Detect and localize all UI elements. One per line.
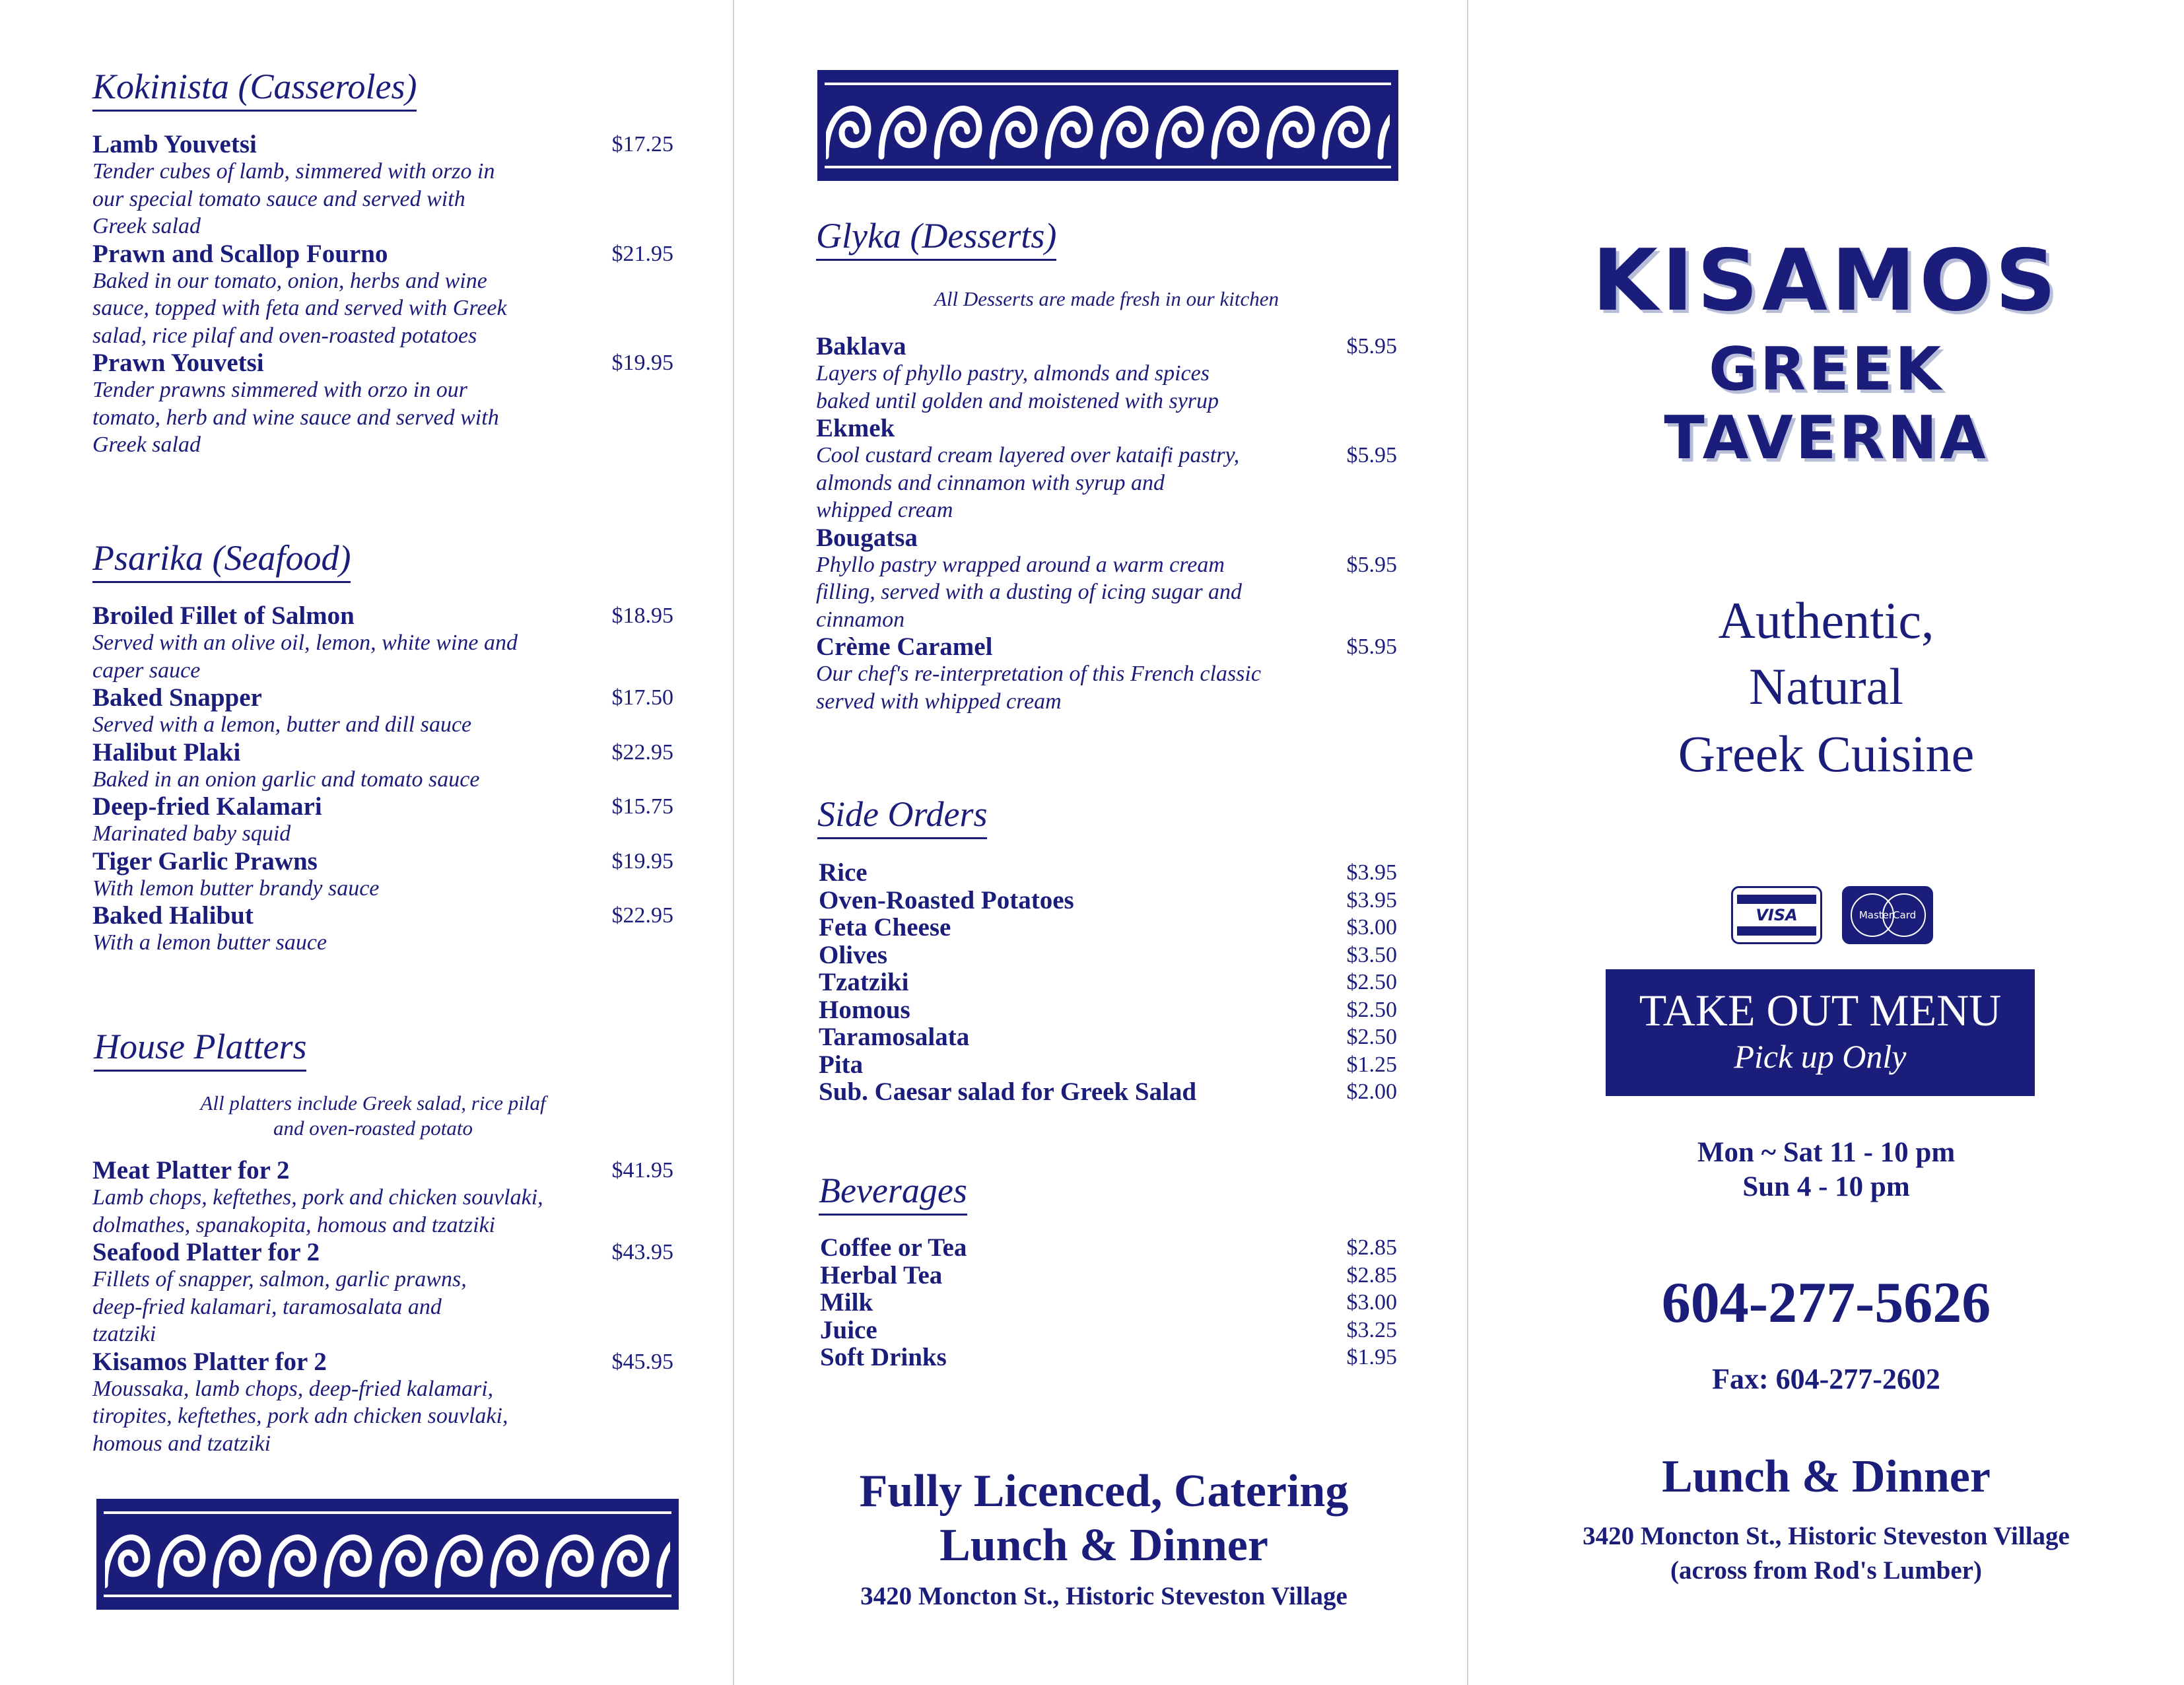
item-name: Bougatsa (816, 523, 918, 552)
item-desc: Greek salad (92, 214, 201, 238)
item-price: $2.50 (1346, 1025, 1397, 1049)
note-line: All platters include Greek salad, rice pilaf (200, 1091, 546, 1115)
section-title-platters: House Platters (94, 1026, 306, 1072)
menu-item (92, 131, 673, 240)
item-name: Kisamos Platter for 2 (92, 1347, 327, 1376)
menu-item (819, 1023, 1397, 1051)
item-price: $3.95 (1346, 860, 1397, 885)
tagline-line: Natural (1749, 658, 1903, 715)
middle-panel (734, 0, 1468, 1685)
item-desc: Layers of phyllo pastry, almonds and spices (816, 361, 1210, 386)
section-title-sides: Side Orders (817, 794, 987, 839)
item-desc: tiropites, keftethes, pork adn chicken souvlaki, (92, 1404, 508, 1428)
section-title-kokinista: Kokinista (Casseroles) (92, 66, 417, 112)
logo-greek: GREEK (1709, 335, 1944, 404)
item-price: $43.95 (611, 1240, 673, 1264)
item-price: $45.95 (611, 1349, 673, 1374)
item-name: Taramosalata (819, 1023, 970, 1051)
item-desc: salad, rice pilaf and oven-roasted potatoes (92, 323, 477, 348)
hours-line: Sun 4 - 10 pm (1742, 1171, 1910, 1202)
menu-item (820, 1289, 1397, 1317)
item-desc: cinnamon (816, 607, 905, 632)
visa-card-icon (1731, 886, 1822, 944)
menu-item (92, 739, 673, 794)
menu-item (819, 1078, 1397, 1106)
note-line: and oven-roasted potato (273, 1117, 473, 1140)
item-name: Ekmek (816, 414, 895, 442)
item-price: $5.95 (1346, 552, 1397, 577)
item-desc: filling, served with a dusting of icing sugar and (816, 580, 1243, 604)
item-price: $15.75 (611, 794, 673, 819)
lunch-dinner: Lunch & Dinner (1662, 1451, 1991, 1502)
item-name: Halibut Plaki (92, 738, 241, 767)
address-line: 3420 Moncton St., Historic Steveston Village (1583, 1522, 2070, 1550)
psarika-items (92, 602, 673, 957)
platters-items (92, 1157, 673, 1457)
item-name: Tzatziki (819, 968, 909, 996)
menu-item (820, 1234, 1397, 1262)
takeout-box (1606, 969, 2035, 1096)
item-price: $2.00 (1346, 1080, 1397, 1104)
mastercard-card-icon (1842, 886, 1933, 944)
menu-item (819, 859, 1397, 887)
menu-item (820, 1262, 1397, 1290)
item-desc: tzatziki (92, 1322, 156, 1346)
item-name: Herbal Tea (820, 1260, 943, 1290)
item-desc: homous and tzatziki (92, 1431, 271, 1456)
item-name: Homous (819, 995, 910, 1024)
item-name: Feta Cheese (819, 913, 951, 942)
item-desc: Tender cubes of lamb, simmered with orzo in (92, 159, 495, 184)
section-title-beverages: Beverages (819, 1170, 967, 1216)
sides-items (819, 859, 1397, 1106)
item-name: Juice (820, 1315, 877, 1344)
item-name: Pita (819, 1050, 864, 1079)
item-name: Prawn and Scallop Fourno (92, 239, 388, 268)
beverages-items (820, 1234, 1397, 1371)
address-line: (across from Rod's Lumber) (1670, 1556, 1982, 1585)
menu-item (820, 1317, 1397, 1344)
item-name: Sub. Caesar salad for Greek Salad (819, 1078, 1197, 1106)
item-name: Meat Platter for 2 (92, 1156, 290, 1185)
menu-item (819, 887, 1397, 914)
phone-number: 604-277-5626 (1661, 1271, 1991, 1335)
footer-licenced: Fully Licenced, Catering (859, 1466, 1349, 1517)
item-desc: Tender prawns simmered with orzo in our (92, 378, 467, 402)
takeout-subtitle: Pick up Only (1734, 1038, 1907, 1075)
menu-item (92, 602, 673, 684)
item-price: $3.00 (1346, 1290, 1397, 1315)
menu-item (816, 524, 1397, 634)
left-panel (0, 0, 734, 1685)
item-name: Prawn Youvetsi (92, 349, 264, 377)
item-desc: Moussaka, lamb chops, deep-fried kalamari, (92, 1376, 494, 1401)
item-desc: tomato, herb and wine sauce and served with (92, 405, 499, 430)
item-price: $5.95 (1346, 334, 1397, 359)
footer-address: 3420 Moncton St., Historic Steveston Village (860, 1582, 1348, 1610)
item-price: $5.95 (1346, 443, 1397, 467)
menu-item (816, 633, 1397, 715)
item-price: $2.50 (1346, 970, 1397, 994)
item-name: Broiled Fillet of Salmon (92, 602, 355, 630)
menu-item (820, 1344, 1397, 1371)
hours-line: Mon ~ Sat 11 - 10 pm (1697, 1137, 1956, 1168)
item-name: Oven-Roasted Potatoes (819, 885, 1074, 914)
item-desc: caper sauce (92, 658, 201, 683)
item-desc: deep-fried kalamari, taramosalata and (92, 1294, 442, 1319)
menu-item (92, 684, 673, 739)
greek-wave-border (817, 70, 1398, 181)
item-price: $2.85 (1346, 1235, 1397, 1260)
menu-item (92, 240, 673, 350)
item-price: $19.95 (611, 848, 673, 874)
item-name: Seafood Platter for 2 (92, 1238, 320, 1266)
wave-pattern-icon (98, 1501, 677, 1608)
item-name: Baked Halibut (92, 901, 254, 930)
item-name: Deep-fried Kalamari (92, 792, 322, 821)
item-price: $1.95 (1346, 1345, 1397, 1369)
item-price: $1.25 (1346, 1052, 1397, 1077)
menu-item (819, 969, 1397, 996)
desserts-note: All Desserts are made fresh in our kitchen (934, 287, 1280, 310)
menu-item (816, 415, 1397, 524)
item-desc: Baked in an onion garlic and tomato sauce (92, 767, 480, 792)
item-desc: whipped cream (816, 498, 953, 522)
menu-item (92, 848, 673, 903)
item-price: $21.95 (611, 241, 673, 266)
item-desc: our special tomato sauce and served with (92, 186, 465, 211)
glyka-items (816, 333, 1397, 715)
item-price: $18.95 (611, 603, 673, 628)
item-price: $3.25 (1346, 1317, 1397, 1342)
item-desc: Lamb chops, keftethes, pork and chicken souvlaki, (92, 1185, 543, 1210)
item-name: Coffee or Tea (820, 1233, 967, 1262)
item-desc: Fillets of snapper, salmon, garlic prawns, (92, 1267, 467, 1291)
logo-taverna: TAVERNA (1664, 403, 1989, 473)
menu-item (92, 349, 673, 459)
logo-kisamos: KISAMOS (1592, 232, 2061, 330)
item-name: Baklava (816, 332, 906, 361)
item-name: Baked Snapper (92, 683, 262, 712)
right-panel (1468, 0, 2184, 1685)
item-price: $3.00 (1346, 915, 1397, 940)
item-price: $22.95 (611, 739, 673, 765)
item-desc: sauce, topped with feta and served with Greek (92, 296, 507, 320)
section-title-psarika: Psarika (Seafood) (92, 537, 351, 583)
menu-item (92, 1239, 673, 1348)
item-desc: Baked in our tomato, onion, herbs and wine (92, 268, 487, 293)
item-desc: Served with an olive oil, lemon, white wine and (92, 631, 518, 655)
item-desc: Our chef's re-interpretation of this French classic (816, 662, 1261, 686)
item-desc: With a lemon butter sauce (92, 930, 327, 955)
menu-item (92, 1348, 673, 1458)
item-name: Tiger Garlic Prawns (92, 846, 318, 876)
menu-item (819, 914, 1397, 942)
item-price: $2.50 (1346, 997, 1397, 1022)
item-desc: Served with a lemon, butter and dill sauce (92, 712, 472, 737)
item-price: $41.95 (611, 1158, 673, 1183)
item-desc: served with whipped cream (816, 689, 1062, 714)
menu-item (819, 942, 1397, 969)
menu-item (816, 333, 1397, 415)
item-price: $17.50 (611, 685, 673, 710)
item-name: Olives (819, 940, 887, 969)
item-name: Lamb Youvetsi (92, 130, 257, 158)
item-price: $19.95 (611, 351, 673, 375)
item-desc: Cool custard cream layered over kataifi pastry, (816, 443, 1240, 467)
item-desc: baked until golden and moistened with syrup (816, 388, 1219, 413)
item-price: $5.95 (1346, 635, 1397, 659)
kokinista-items (92, 131, 673, 459)
item-price: $3.95 (1346, 887, 1397, 912)
menu-item (819, 996, 1397, 1024)
item-name: Soft Drinks (820, 1343, 947, 1371)
item-desc: Greek salad (92, 432, 201, 457)
item-price: $22.95 (611, 903, 673, 928)
item-desc: dolmathes, spanakopita, homous and tzatziki (92, 1212, 496, 1237)
takeout-title: TAKE OUT MENU (1639, 985, 2002, 1035)
section-title-glyka: Glyka (Desserts) (816, 215, 1056, 261)
platters-note (119, 1091, 627, 1141)
menu-item (92, 793, 673, 848)
tagline-line: Greek Cuisine (1678, 725, 1975, 782)
wave-pattern-icon (819, 72, 1396, 179)
greek-wave-border (96, 1499, 679, 1610)
tagline-line: Authentic, (1718, 592, 1934, 649)
item-desc: almonds and cinnamon with syrup and (816, 470, 1165, 495)
menu-item (92, 902, 673, 957)
item-desc: Marinated baby squid (92, 821, 291, 846)
item-name: Milk (820, 1288, 873, 1317)
mastercard-label: MasterCard (1859, 909, 1917, 921)
footer-meals: Lunch & Dinner (939, 1520, 1268, 1571)
item-price: $17.25 (611, 132, 673, 156)
item-desc: With lemon butter brandy sauce (92, 876, 380, 901)
payment-cards (1731, 886, 1929, 943)
visa-label: VISA (1756, 906, 1798, 924)
item-name: Rice (819, 858, 868, 887)
menu-item (819, 1051, 1397, 1079)
item-name: Crème Caramel (816, 633, 993, 661)
fax-number: Fax: 604-277-2602 (1712, 1363, 1940, 1395)
item-desc: Phyllo pastry wrapped around a warm cream (816, 552, 1225, 577)
item-price: $3.50 (1346, 942, 1397, 967)
menu-item (92, 1157, 673, 1239)
item-price: $2.85 (1346, 1262, 1397, 1288)
